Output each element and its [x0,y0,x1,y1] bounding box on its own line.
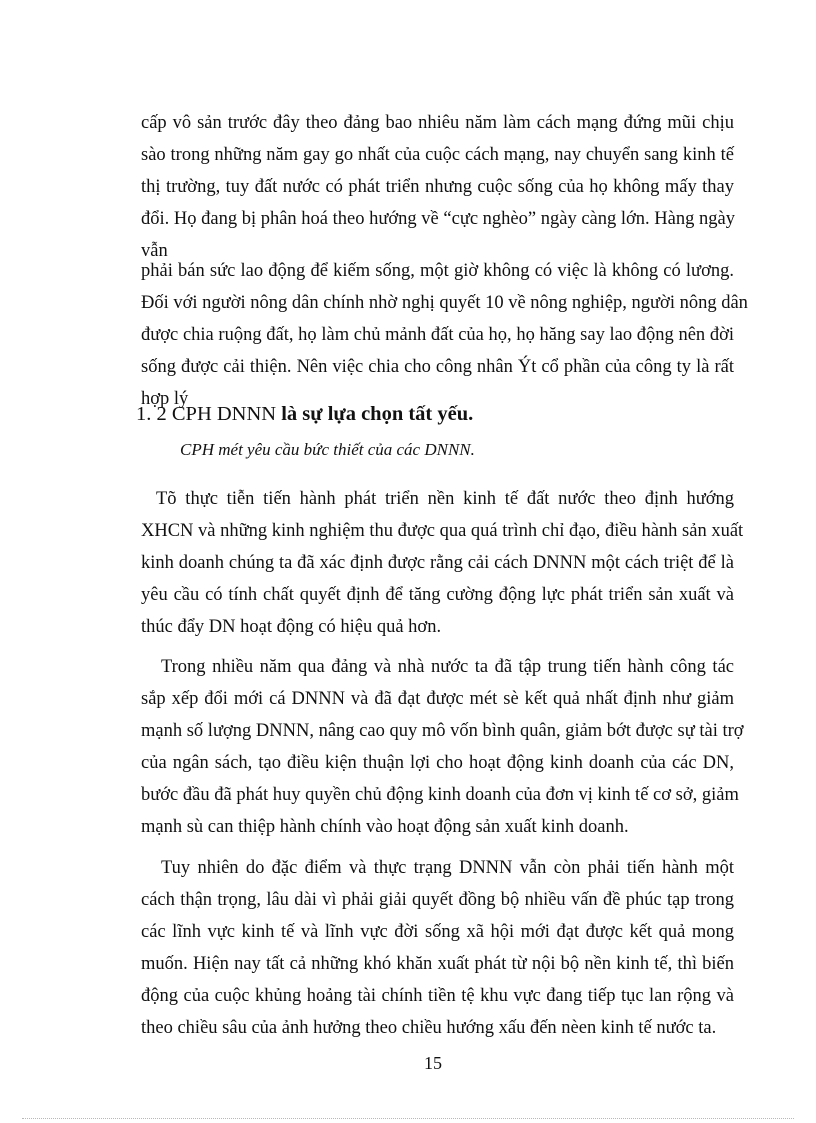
paragraph-3-line-2: XHCN và những kinh nghiệm thu được qua quá trình chỉ đạo, điều hành sản xuất [141,521,744,541]
paragraph-1-line-5: vẫn [141,241,168,261]
paragraph-2-line-5: hợp lý [141,389,189,409]
paragraph-5-line-1: Tuy nhiên do đặc điểm và thực trạng DNNN vẫn còn phải tiến hành một [161,858,734,878]
paragraph-4-line-3: mạnh số lượng DNNN, nâng cao quy mô vốn bình quân, giảm bớt được sự tài trợ [141,721,744,741]
paragraph-4-line-6: mạnh sù can thiệp hành chính vào hoạt động sản xuất kinh doanh. [141,817,629,837]
paragraph-2-line-4: sống được cải thiện. Nên việc chia cho công nhân Ýt cổ phần của công ty là rất [141,357,734,377]
paragraph-1-line-3: thị trường, tuy đất nước có phát triển nhưng cuộc sống của họ không mấy thay [141,177,734,197]
section-subheading: CPH mét yêu cầu bức thiết của các DNNN. [180,440,475,459]
section-prefix: CPH DNNN [171,403,277,425]
paragraph-3-line-1: Tõ thực tiễn tiến hành phát triển nền kinh tế đất nước theo định hướng [156,489,734,509]
section-number: 1. 2 [136,403,167,425]
paragraph-4-line-1: Trong nhiều năm qua đảng và nhà nước ta đã tập trung tiến hành công tác [161,657,734,677]
paragraph-1-line-1: cấp vô sản trước đây theo đảng bao nhiêu năm làm cách mạng đứng mũi chịu [141,113,734,133]
paragraph-3-line-4: yêu cầu có tính chất quyết định để tăng cường động lực phát triển sản xuất và [141,585,734,605]
paragraph-5-line-3: các lĩnh vực kinh tế và lĩnh vực đời sống xã hội mới đạt được kết quả mong [141,922,734,942]
paragraph-5-line-6: theo chiều sâu của ảnh hưởng theo chiều hướng xấu đến nèen kinh tế nước ta. [141,1018,717,1038]
paragraph-2-line-2: Đối với người nông dân chính nhờ nghị quyết 10 về nông nghiệp, người nông dân [141,293,748,313]
paragraph-5-line-4: muốn. Hiện nay tất cả những khó khăn xuất phát từ nội bộ nền kinh tế, thì biến [141,954,734,974]
footer-divider [22,1118,794,1119]
paragraph-5-line-5: động của cuộc khủng hoảng tài chính tiền tệ khu vực đang tiếp tục lan rộng và [141,986,734,1006]
paragraph-4-line-4: của ngân sách, tạo điều kiện thuận lợi cho hoạt động kinh doanh của các DN, [141,753,734,773]
page-number: 15 [424,1053,442,1073]
paragraph-1-line-4: đổi. Họ đang bị phân hoá theo hướng về “cực nghèo” ngày càng lớn. Hàng ngày [141,209,735,229]
paragraph-4-line-2: sắp xếp đổi mới cá DNNN và đã đạt được mét sè kết quả nhất định như giảm [141,689,734,709]
paragraph-3-line-3: kinh doanh chúng ta đã xác định được rằng cải cách DNNN một cách triệt để là [141,553,734,573]
paragraph-2-line-3: được chia ruộng đất, họ làm chủ mảnh đất của họ, họ hăng say lao động nên đời [141,325,734,345]
paragraph-3-line-5: thúc đẩy DN hoạt động có hiệu quả hơn. [141,617,442,637]
section-heading [136,401,473,427]
paragraph-4-line-5: bước đầu đã phát huy quyền chủ động kinh doanh của đơn vị kinh tế cơ sở, giảm [141,785,739,805]
paragraph-5-line-2: cách thận trọng, lâu dài vì phải giải quyết đồng bộ nhiều vấn đề phúc tạp trong [141,890,734,910]
paragraph-2-line-1: phải bán sức lao động để kiếm sống, một giờ không có việc là không có lương. [141,261,734,281]
section-title-bold: là sự lựa chọn tất yếu. [281,403,474,425]
paragraph-1-line-2: sào trong những năm gay go nhất của cuộc cách mạng, nay chuyển sang kinh tế [141,145,734,165]
